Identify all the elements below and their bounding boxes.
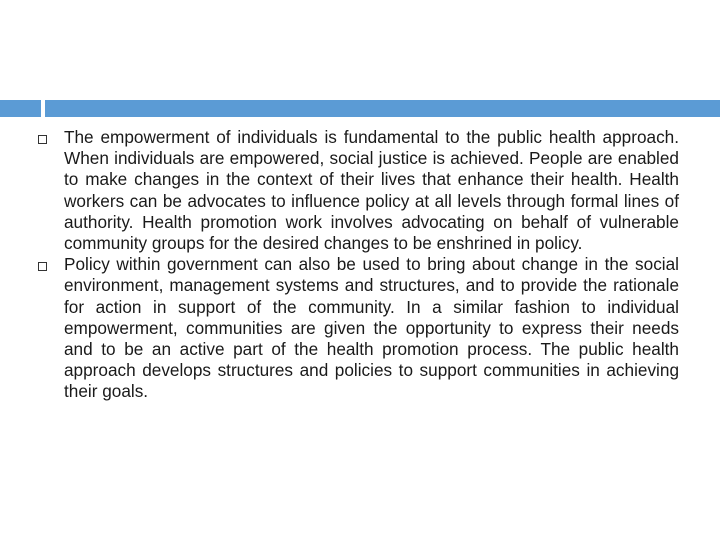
bullet-list <box>36 127 679 403</box>
header-accent-bar-left <box>0 100 41 117</box>
square-bullet-icon <box>36 254 64 275</box>
bullet-text: The empowerment of individuals is fundamental to the public health approach. When individuals are empowered, social justice is achieved. People are enabled to make changes in the context of their lives that enhance their health. Health workers can be advocates to influence policy at all levels through formal lines of authority. Health promotion work involves advocating on behalf of vulnerable community groups for the desired changes to be enshrined in policy. <box>64 127 679 254</box>
bullet-item-1 <box>36 127 679 254</box>
bullet-item-2 <box>36 254 679 402</box>
bullet-text: Policy within government can also be used to bring about change in the social environment, management systems and structures, and to provide the rationale for action in support of the community. In a similar fashion to individual empowerment, communities are given the opportunity to express their needs and to be an active part of the health promotion process. The public health approach develops structures and policies to support communities in achieving their goals. <box>64 254 679 402</box>
header-accent-bar-right <box>45 100 720 117</box>
square-bullet-icon <box>36 127 64 148</box>
